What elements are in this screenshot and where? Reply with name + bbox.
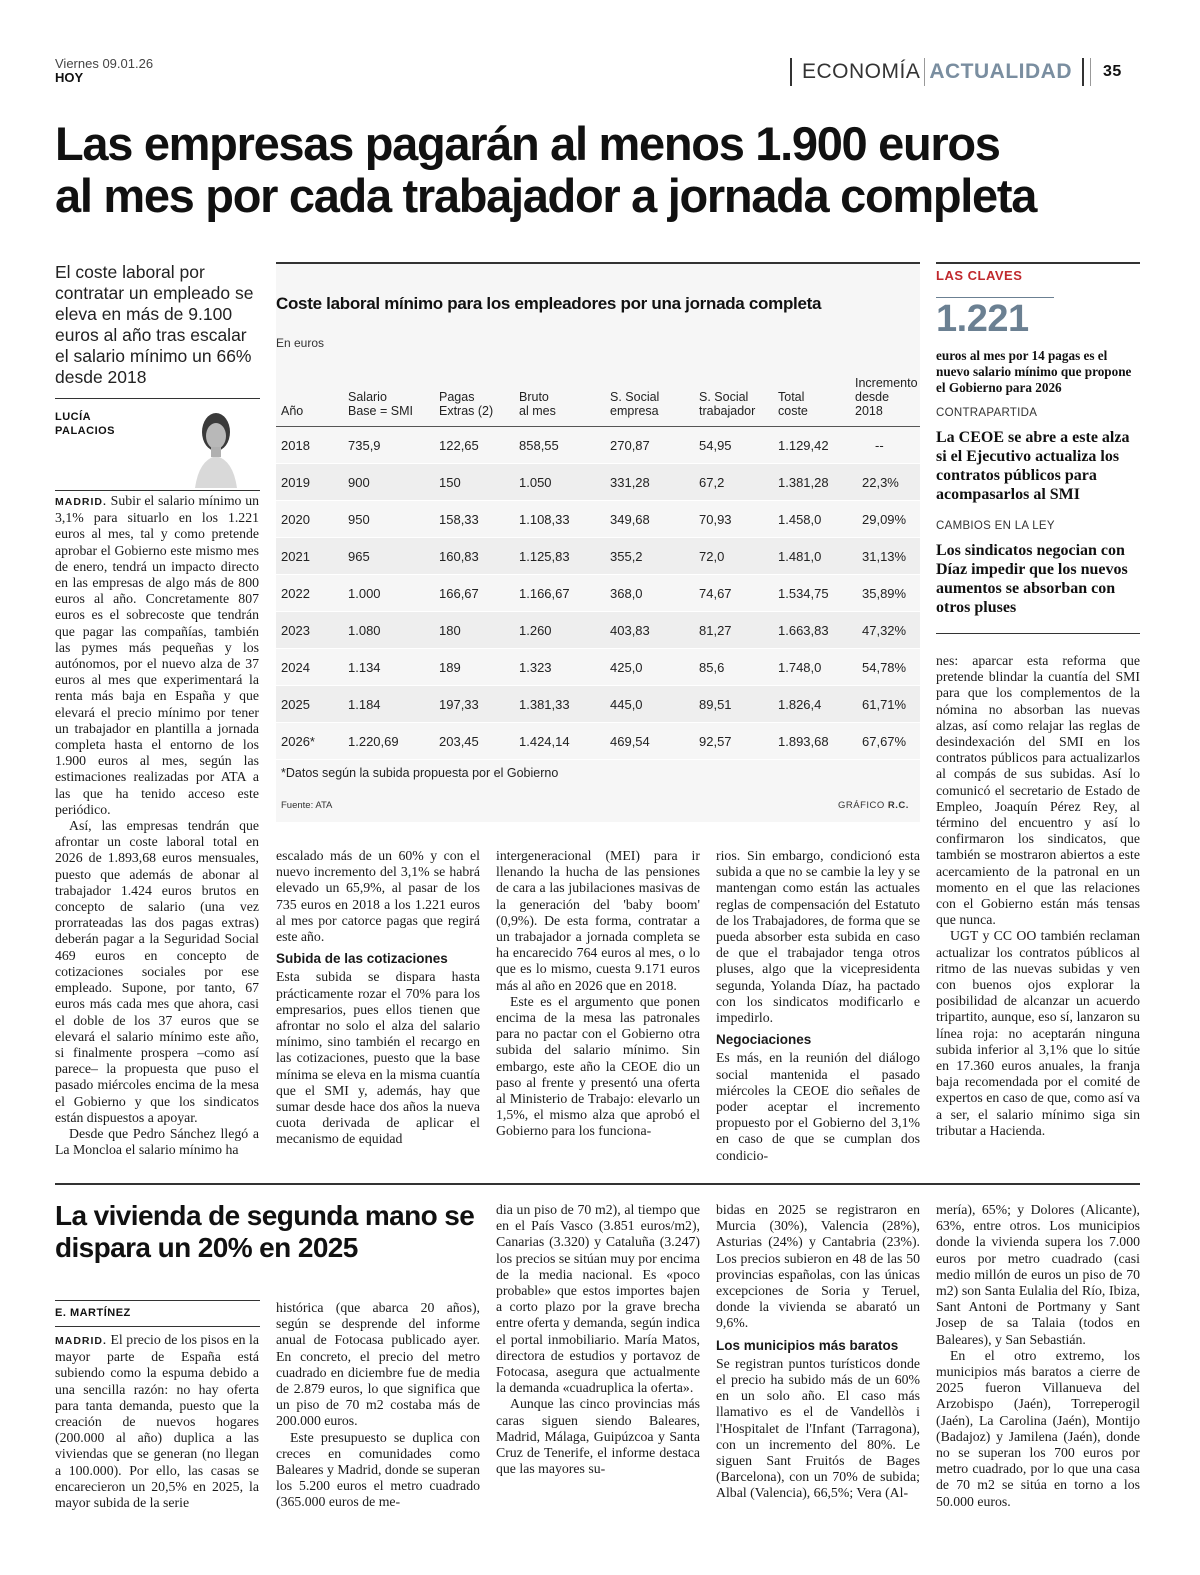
table-cell: 403,83 [605, 612, 694, 649]
table-cell: 1.260 [514, 612, 605, 649]
date-text: Viernes 09.01.26 [55, 56, 154, 71]
table-cell: 89,51 [694, 686, 773, 723]
table-cell: 1.080 [343, 612, 434, 649]
paragraph: Aunque las cinco provincias más caras siguen siendo Baleares, Madrid, Málaga, Guipúzcoa y Santa Cruz de Tenerife, el informe destaca que las mayores su- [496, 1396, 700, 1477]
header-ss-company: S. Social empresa [605, 376, 694, 427]
table-cell: 67,2 [694, 464, 773, 501]
table-cell: 2018 [276, 427, 343, 464]
article2-top-rule [55, 1183, 1140, 1185]
table-cell: 1.184 [343, 686, 434, 723]
paragraph: Se registran puntos turísticos donde el precio ha subido más de un 60% en un solo año. El caso más llamativo es el de Vandellòs i l'Hospitalet de l'Infant (Tarragona), con un incremento del 80%. Le siguen Sant Fruitós de Bages (Barcelona), con un 70% de subida; Albal (Valencia), 66,5%; Vera (Al- [716, 1355, 920, 1501]
clave-headline-2: Los sindicatos negocian con Díaz impedir que los nuevos aumentos se absorban con otros pluses [936, 542, 1128, 616]
table-row [276, 464, 920, 501]
table-row [276, 723, 920, 760]
table-cell: 1.220,69 [343, 723, 434, 760]
big-number-caption: euros al mes por 14 pagas es el nuevo salario mínimo que propone el Gobierno para 2026 [936, 348, 1132, 395]
author-photo [185, 402, 247, 488]
claves-top-rule [936, 262, 1140, 264]
table-cell: 122,65 [434, 427, 514, 464]
crosshead: Negociaciones [716, 1032, 812, 1048]
table-cell: 1.323 [514, 649, 605, 686]
issue-date [55, 57, 153, 85]
claves-label: LAS CLAVES [936, 268, 1023, 283]
paper-name: HOY [55, 70, 84, 85]
clave-tag-1: CONTRAPARTIDA [936, 407, 1038, 419]
subsection-name: ACTUALIDAD [929, 60, 1072, 83]
table-cell: 900 [343, 464, 434, 501]
claves-bottom-rule [936, 633, 1140, 634]
table-row [276, 686, 920, 723]
paragraph: En el otro extremo, los municipios más baratos a cierre de 2025 fueron Villanueva del Arzobispo (Jaén), Torreperogil (Jaén), La Carolina (Jaén), Montijo (Badajoz) y Jamilena (Jaén), donde no se superan los 700 euros por metro cuadrado, por lo que una casa de 70 m2 se sitúa en torno a los 50.000 euros. [936, 1347, 1140, 1509]
byline [55, 410, 115, 438]
article-column-1 [55, 493, 259, 1158]
table-cell: 1.108,33 [514, 501, 605, 538]
table-cell: 1.826,4 [773, 686, 850, 723]
table-cell: 54,95 [694, 427, 773, 464]
table-row [276, 649, 920, 686]
article2-headline: La vivienda de segunda mano se dispara un 20% en 2025 [55, 1200, 475, 1263]
table-cell: 1.134 [343, 649, 434, 686]
paragraph: mería), 65%; y Dolores (Alicante), 63%, entre otros. Los municipios donde la vivienda supera los 7.000 euros por metro cuadrado (casi medio millón de euros un piso de 70 m2) son Santa Eulalia del Río, Ibiza, Sant Antoni de Portmany y Sant Josep de sa Talaia (todos en Baleares), y San Sebastián. [936, 1202, 1140, 1347]
author-last-name: PALACIOS [55, 425, 116, 437]
table-cell: 950 [343, 501, 434, 538]
table-cell: 349,68 [605, 501, 694, 538]
table-cell: 1.050 [514, 464, 605, 501]
article2-column-4 [716, 1202, 920, 1502]
table-cell: 965 [343, 538, 434, 575]
paragraph: bidas en 2025 se registraron en Murcia (30%), Valencia (28%), Asturias (24%) y Cantabria (23%). Los precios subieron en 48 de las 50 provincias españolas, con las únicas excepciones de Soria y Teruel, donde la vivienda se abarató un 9,6%. [716, 1202, 920, 1331]
table-credit: GRÁFICO R.C. [838, 800, 909, 811]
section-divider-right [1082, 58, 1084, 86]
crosshead: Los municipios más baratos [716, 1337, 899, 1353]
dateline-city: MADRID. [55, 1335, 107, 1347]
paragraph: nes: aparcar esta reforma que pretende blindar la cuantía del SMI para que los complementos de la nómina no absorban las nuevas alzas, así como relajar las reglas de desindexación del SMI en los contratos públicos para actualizarlos al compás de sus subidas. Así lo comunicó el secretario de Estado de Empleo, Joaquín Pérez Rey, al término del encuentro y así lo confirmaron los sindicatos, que también se mostraron abiertos a este acercamiento de la patronal en un momento en el que las relaciones con el Gobierno están más tensas que nunca. [936, 653, 1140, 928]
table-cell: 70,93 [694, 501, 773, 538]
section-divider [790, 58, 792, 86]
article-column-2 [276, 848, 480, 1148]
table-cell: 2024 [276, 649, 343, 686]
table-cell: 203,45 [434, 723, 514, 760]
byline-bottom-rule [55, 490, 260, 491]
header-extras: Pagas Extras (2) [434, 376, 514, 427]
table-cell: 1.748,0 [773, 649, 850, 686]
table-cell: 1.424,14 [514, 723, 605, 760]
table-cell: 735,9 [343, 427, 434, 464]
table-cell: 2023 [276, 612, 343, 649]
paragraph: intergeneracional (MEI) para ir llenando la hucha de las pensiones de cara a las jubilaciones masivas de la generación del 'baby boom' (0,9%). De esta forma, contratar a un trabajador a jornada completa se ha encarecido 764 euros al mes, o lo que es lo mismo, cuesta 9.171 euros más al año en 2026 que en 2018. [496, 848, 700, 993]
table-cell: 2025 [276, 686, 343, 723]
table-unit: En euros [276, 336, 325, 350]
table-header-row [276, 376, 920, 427]
article-column-4 [716, 848, 920, 1164]
table-cell: 1.893,68 [773, 723, 850, 760]
cost-table [276, 376, 920, 760]
table-cell: 2021 [276, 538, 343, 575]
headline-line-1: Las empresas pagarán al menos 1.900 euros [55, 117, 1000, 170]
table-cell: 1.000 [343, 575, 434, 612]
article-column-3 [496, 848, 700, 1140]
table-cell: 1.381,33 [514, 686, 605, 723]
clave-tag-2: CAMBIOS EN LA LEY [936, 520, 1055, 532]
table-cell: 31,13% [850, 538, 920, 575]
paragraph: histórica (que abarca 20 años), según se desprende del informe anual de Fotocasa publicado ayer. En concreto, el precio del metro cuadrado en diciembre fue de media de 2.879 euros, lo que significa que un piso de 70 m2 costaba más de 200.000 euros. [276, 1300, 480, 1429]
paragraph: Desde que Pedro Sánchez llegó a La Moncloa el salario mínimo ha [55, 1125, 259, 1158]
paragraph: El precio de los pisos en la mayor parte de España está subiendo como la espuma debido a una sencilla razón: no hay oferta para tanta demanda, puesto que la creación de nuevos hogares (200.000 al año) duplica a las viviendas que se generan (no llegan a 100.000). Por ello, las casas se encarecieron un 20,5% en 2025, la mayor subida de la serie [55, 1332, 259, 1511]
subheadline: El coste laboral por contratar un empleado se eleva en más de 9.100 euros al año tras escalar el salario mínimo un 66% desde 2018 [55, 262, 254, 387]
table-cell: 72,0 [694, 538, 773, 575]
table-source: Fuente: ATA [281, 800, 333, 811]
paragraph: Subir el salario mínimo un 3,1% para situarlo en los 1.221 euros al mes, tal y como pretende aprobar el Gobierno este mismo mes de enero, tendrá un impacto directo en las empresas de algo más de 800 euros al año. Concretamente 807 euros es el sobrecoste que tendrán que pagar las compañías, también las pymes más pequeñas y los autónomos, por el nuevo alza de 37 euros al mes que experimentará la renta más baja en España y que elevará el precio mínimo por tener un trabajador en plantilla a jornada completa hasta el entorno de los 1.900 euros al mes, según las estimaciones realizadas por ATA a las que ha tenido acceso este periódico. [55, 493, 259, 817]
headline-line-2: al mes por cada trabajador a jornada completa [55, 169, 1037, 222]
table-cell: 1.125,83 [514, 538, 605, 575]
article2-column-1 [55, 1332, 259, 1511]
table-cell: 74,67 [694, 575, 773, 612]
page-number: 35 [1103, 63, 1122, 80]
table-cell: 189 [434, 649, 514, 686]
section-divider-right-thin [1090, 58, 1091, 86]
table-cell: 81,27 [694, 612, 773, 649]
table-cell: 270,87 [605, 427, 694, 464]
table-row [276, 427, 920, 464]
article2-byline-bottom-rule [55, 1326, 260, 1327]
header-ss-worker: S. Social trabajador [694, 376, 773, 427]
article-column-5 [936, 653, 1140, 1139]
table-title: Coste laboral mínimo para los empleadores por una jornada completa [276, 294, 822, 313]
table-cell: 425,0 [605, 649, 694, 686]
table-cell: 54,78% [850, 649, 920, 686]
table-cell: 1.458,0 [773, 501, 850, 538]
paragraph: Esta subida se dispara hasta prácticamente rozar el 70% para los empresarios, pues ellos tienen que afrontar no solo el alza del salario mínimo, sino también el recargo en las cotizaciones, puesto que la base mínima se eleva en la misma cuantía que el SMI y, además, hay que sumar desde hace dos años la nueva cuota derivada de aplicar el mecanismo de equidad [276, 969, 480, 1147]
table-cell: 85,6 [694, 649, 773, 686]
article2-column-5 [936, 1202, 1140, 1510]
table-cell: 67,67% [850, 723, 920, 760]
table-cell: 29,09% [850, 501, 920, 538]
table-cell: 22,3% [850, 464, 920, 501]
table-cell: 331,28 [605, 464, 694, 501]
table-cell: 1.129,42 [773, 427, 850, 464]
section-name: ECONOMÍA [802, 60, 921, 83]
paragraph: UGT y CC OO también reclaman actualizar los contratos públicos al ritmo de las nuevas subidas y ven con buenos ojos explorar la posibilidad de alcanzar un acuerdo tripartito, aunque, eso sí, lanzaron su línea roja: no aceptarán ninguna subida inferior al 3,1% que lo sitúe en 17.360 euros anuales, la franja baja recomendada por el comité de expertos en caso de que, como así va a ser, el salario mínimo siga sin tributar a Hacienda. [936, 928, 1140, 1138]
table-cell: 368,0 [605, 575, 694, 612]
table-cell: 1.663,83 [773, 612, 850, 649]
header-year: Año [276, 376, 343, 427]
header-total: Total coste [773, 376, 850, 427]
table-cell: 445,0 [605, 686, 694, 723]
article2-column-2 [276, 1300, 480, 1511]
article2-byline: E. MARTÍNEZ [55, 1307, 131, 1319]
table-cell: 2026* [276, 723, 343, 760]
table-cell: 92,57 [694, 723, 773, 760]
crosshead: Subida de las cotizaciones [276, 951, 448, 967]
table-cell: 150 [434, 464, 514, 501]
table-cell: 1.166,67 [514, 575, 605, 612]
table-cell: 47,32% [850, 612, 920, 649]
table-cell: 1.381,28 [773, 464, 850, 501]
table-cell: 858,55 [514, 427, 605, 464]
section-header [780, 58, 1122, 86]
table-cell: 166,67 [434, 575, 514, 612]
table-cell: 355,2 [605, 538, 694, 575]
table-cell: 158,33 [434, 501, 514, 538]
paragraph: Este presupuesto se duplica con creces en comunidades como Baleares y Madrid, donde se superan los 5.200 euros el metro cuadrado (365.000 euros de me- [276, 1429, 480, 1510]
table-cell: 2020 [276, 501, 343, 538]
main-headline [55, 118, 1145, 222]
paragraph: dia un piso de 70 m2), al tiempo que en el País Vasco (3.851 euros/m2), Canarias (3.320) y Cataluña (3.247) los precios se sitúan muy por encima de la media nacional. Es «poco probable» que estos importes bajen a corto plazo por la grave brecha entre oferta y demanda, según indica el portal inmobiliario. María Matos, directora de estudios y portavoz de Fotocasa, asegura que actualmente la demanda «cuadruplica la oferta». [496, 1202, 700, 1396]
table-cell: 1.481,0 [773, 538, 850, 575]
table-row [276, 538, 920, 575]
author-first-name: LUCÍA [55, 411, 92, 423]
table-cell: -- [850, 427, 920, 464]
table-row [276, 501, 920, 538]
table-cell: 35,89% [850, 575, 920, 612]
header-gross: Bruto al mes [514, 376, 605, 427]
paragraph: Así, las empresas tendrán que afrontar un coste laboral total en 2026 de 1.893,68 euros mensuales, puesto que además de abonar al trabajador 1.424 euros brutos en concepto de salario (una vez prorrateadas las dos pagas extras) deberán pagar a la Seguridad Social 469 euros en concepto de cotizaciones sociales por ese empleado. Supone, por tanto, 67 euros más cada mes que ahora, casi el doble de los 37 euros que se elevará el salario mínimo este año, si finalmente prospera –como así parece– la propuesta que puso el pasado miércoles encima de la mesa el Gobierno y que los sindicatos están dispuestos a apoyar. [55, 818, 259, 1125]
section-divider-thin [924, 58, 925, 86]
table-row [276, 575, 920, 612]
dateline-city: MADRID. [55, 496, 107, 508]
table-cell: 61,71% [850, 686, 920, 723]
clave-headline-1: La CEOE se abre a este alza si el Ejecutivo actualiza los contratos públicos para acompasarlos al SMI [936, 429, 1130, 503]
header-salary: Salario Base = SMI [343, 376, 434, 427]
paragraph: Este es el argumento que ponen encima de la mesa las patronales para no pactar con el Gobierno otra subida del salario mínimo. Sin embargo, este año la CEOE dio un paso al frente y presentó una oferta al Ministerio de Trabajo: elevarlo un 1,5%, el mismo alza que aprobó el Gobierno para los funciona- [496, 993, 700, 1139]
table-cell: 160,83 [434, 538, 514, 575]
paragraph: escalado más de un 60% y con el nuevo incremento del 3,1% se habrá elevado un 65,9%, al pasar de los 735 euros en 2018 a los 1.221 euros al mes por catorce pagas que regirá este año. [276, 848, 480, 945]
paragraph: Es más, en la reunión del diálogo social mantenida el pasado miércoles la CEOE dio señales de poder aceptar el incremento propuesto por el Gobierno del 3,1% en caso de que se cumplan dos condicio- [716, 1050, 920, 1163]
byline-rule [55, 398, 260, 399]
table-footnote: *Datos según la subida propuesta por el Gobierno [281, 766, 559, 780]
paragraph: rios. Sin embargo, condicionó esta subida a que no se cambie la ley y se mantengan como están las actuales reglas de compensación del Estatuto de los Trabajadores, de forma que se pueda absorber esta subida en caso de que el trabajador tenga otros pluses, algo que la vicepresidenta segunda, Yolanda Díaz, ha pactado con los sindicatos modificarlo e impedirlo. [716, 848, 920, 1026]
table-cell: 2022 [276, 575, 343, 612]
table-cell: 1.534,75 [773, 575, 850, 612]
header-increase: Incremento desde 2018 [850, 376, 920, 427]
big-number: 1.221 [936, 298, 1029, 340]
table-cell: 469,54 [605, 723, 694, 760]
article2-byline-rule [55, 1300, 260, 1301]
article2-column-3 [496, 1202, 700, 1477]
table-cell: 2019 [276, 464, 343, 501]
table-row [276, 612, 920, 649]
table-cell: 197,33 [434, 686, 514, 723]
table-cell: 180 [434, 612, 514, 649]
